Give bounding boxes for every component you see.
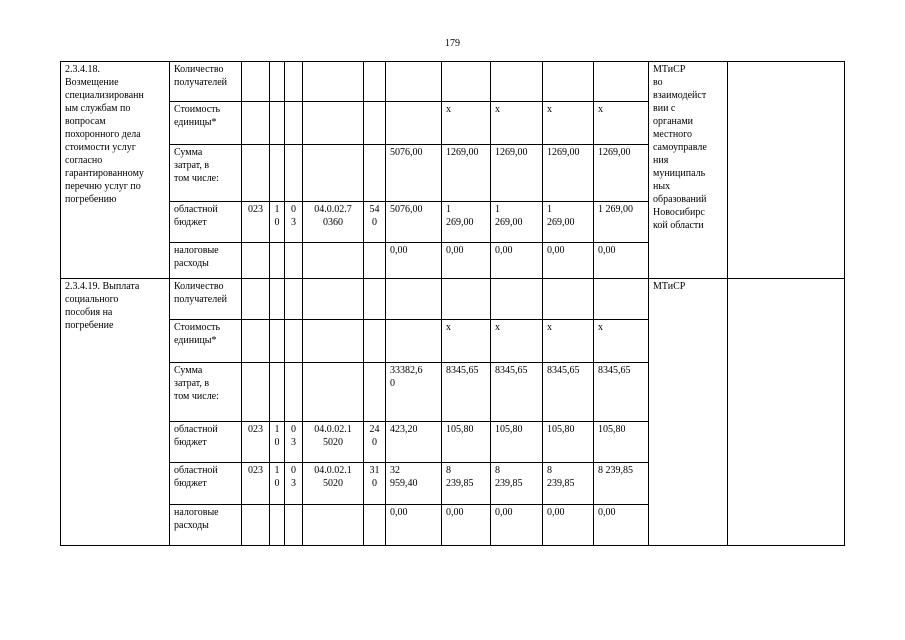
cell-line: 0,00 bbox=[547, 507, 565, 518]
cell-line: погребение bbox=[65, 320, 114, 331]
cell-line: 0,00 bbox=[495, 245, 513, 256]
cell-csr bbox=[303, 463, 364, 505]
responsible-executor bbox=[649, 62, 728, 279]
cell-pr bbox=[285, 102, 303, 145]
cell-line: 5076,00 bbox=[390, 147, 423, 158]
cell-y4 bbox=[594, 145, 649, 202]
cell-line: кой области bbox=[653, 220, 704, 231]
cell-line: Количество bbox=[174, 281, 224, 292]
cell-y3 bbox=[543, 363, 594, 422]
cell-grbs bbox=[242, 202, 270, 243]
cell-line: 423,20 bbox=[390, 424, 418, 435]
cell-line: 32 bbox=[390, 465, 400, 476]
cell-grbs bbox=[242, 363, 270, 422]
indicator-label bbox=[170, 62, 242, 102]
cell-y2 bbox=[491, 145, 543, 202]
cell-line: Сумма bbox=[174, 365, 203, 376]
cell-line: Сумма bbox=[174, 147, 203, 158]
cell-line: 3 bbox=[291, 217, 296, 228]
cell-line: 0 bbox=[291, 424, 296, 435]
cell-line: 8 bbox=[446, 465, 451, 476]
cell-y2 bbox=[491, 102, 543, 145]
cell-line: 8 239,85 bbox=[598, 465, 633, 476]
cell-vr bbox=[364, 422, 386, 463]
cell-line: 959,40 bbox=[390, 478, 418, 489]
indicator-label bbox=[170, 463, 242, 505]
cell-y3 bbox=[543, 422, 594, 463]
cell-rz bbox=[270, 505, 285, 546]
cell-line: 239,85 bbox=[547, 478, 575, 489]
cell-line: 8345,65 bbox=[495, 365, 528, 376]
cell-y2 bbox=[491, 363, 543, 422]
cell-line: ных bbox=[653, 181, 671, 192]
cell-line: 1269,00 bbox=[495, 147, 528, 158]
cell-rz bbox=[270, 62, 285, 102]
cell-line: 04.0.02.1 bbox=[314, 424, 352, 435]
table-row bbox=[61, 279, 845, 320]
cell-line: 5020 bbox=[323, 478, 343, 489]
cell-line: том числе: bbox=[174, 391, 219, 402]
cell-line: единицы* bbox=[174, 335, 217, 346]
cell-line: x bbox=[547, 104, 552, 115]
cell-line: 24 bbox=[369, 424, 380, 435]
cell-csr bbox=[303, 202, 364, 243]
cell-line: 3 bbox=[291, 437, 296, 448]
cell-total bbox=[386, 422, 442, 463]
cell-line: 0 bbox=[274, 478, 280, 489]
cell-rz bbox=[270, 279, 285, 320]
cell-csr bbox=[303, 363, 364, 422]
cell-line: 1 269,00 bbox=[598, 204, 633, 215]
cell-line: местного bbox=[653, 129, 693, 140]
cell-pr bbox=[285, 463, 303, 505]
cell-line: 8 bbox=[495, 465, 500, 476]
cell-y1 bbox=[442, 243, 491, 279]
cell-line: 269,00 bbox=[547, 217, 575, 228]
cell-line: 239,85 bbox=[446, 478, 474, 489]
cell-y1 bbox=[442, 279, 491, 320]
cell-line: 0 bbox=[274, 217, 280, 228]
cell-line: 2.3.4.19. Выплата bbox=[65, 281, 140, 292]
cell-line: 023 bbox=[248, 424, 263, 435]
cell-line: 0 bbox=[372, 437, 377, 448]
cell-pr bbox=[285, 202, 303, 243]
cell-y3 bbox=[543, 463, 594, 505]
cell-rz bbox=[270, 202, 285, 243]
cell-line: бюджет bbox=[174, 478, 207, 489]
cell-line: образований bbox=[653, 194, 707, 205]
cell-total bbox=[386, 363, 442, 422]
cell-total bbox=[386, 463, 442, 505]
cell-grbs bbox=[242, 505, 270, 546]
cell-line: Стоимость bbox=[174, 104, 221, 115]
cell-line: 8345,65 bbox=[547, 365, 580, 376]
cell-vr bbox=[364, 505, 386, 546]
cell-line: 105,80 bbox=[598, 424, 626, 435]
cell-line: 0,00 bbox=[446, 507, 464, 518]
cell-line: 1 bbox=[274, 465, 280, 476]
indicator-label bbox=[170, 363, 242, 422]
cell-line: 1269,00 bbox=[598, 147, 631, 158]
cell-line: 5020 bbox=[323, 437, 343, 448]
measure-title bbox=[61, 279, 170, 546]
indicator-label bbox=[170, 145, 242, 202]
cell-total bbox=[386, 505, 442, 546]
cell-y1 bbox=[442, 102, 491, 145]
cell-line: 0,00 bbox=[547, 245, 565, 256]
indicator-label bbox=[170, 422, 242, 463]
cell-line: 0 bbox=[372, 478, 377, 489]
cell-line: гарантированному bbox=[65, 168, 144, 179]
empty-column bbox=[728, 62, 845, 279]
cell-y4 bbox=[594, 320, 649, 363]
cell-line: 0 bbox=[291, 465, 296, 476]
cell-rz bbox=[270, 463, 285, 505]
indicator-label bbox=[170, 320, 242, 363]
cell-line: специализированн bbox=[65, 90, 144, 101]
cell-csr bbox=[303, 243, 364, 279]
indicator-label bbox=[170, 505, 242, 546]
cell-line: 0,00 bbox=[598, 245, 616, 256]
cell-y2 bbox=[491, 279, 543, 320]
cell-total bbox=[386, 62, 442, 102]
cell-line: погребению bbox=[65, 194, 117, 205]
cell-line: 1269,00 bbox=[547, 147, 580, 158]
cell-y4 bbox=[594, 463, 649, 505]
cell-line: 8345,65 bbox=[598, 365, 631, 376]
cell-y4 bbox=[594, 102, 649, 145]
cell-y1 bbox=[442, 202, 491, 243]
cell-line: x bbox=[598, 322, 603, 333]
cell-line: самоуправле bbox=[653, 142, 707, 153]
cell-csr bbox=[303, 145, 364, 202]
cell-rz bbox=[270, 102, 285, 145]
cell-total bbox=[386, 320, 442, 363]
cell-y2 bbox=[491, 320, 543, 363]
cell-line: Стоимость bbox=[174, 322, 221, 333]
cell-line: 8345,65 bbox=[446, 365, 479, 376]
cell-line: налоговые bbox=[174, 507, 219, 518]
cell-vr bbox=[364, 363, 386, 422]
cell-line: получателей bbox=[174, 77, 228, 88]
cell-grbs bbox=[242, 320, 270, 363]
cell-y1 bbox=[442, 62, 491, 102]
cell-line: 54 bbox=[369, 204, 380, 215]
cell-line: 1 bbox=[495, 204, 500, 215]
cell-pr bbox=[285, 145, 303, 202]
cell-pr bbox=[285, 505, 303, 546]
cell-line: ния bbox=[653, 155, 669, 166]
cell-y2 bbox=[491, 62, 543, 102]
cell-line: 1 bbox=[274, 424, 280, 435]
cell-line: x bbox=[446, 322, 451, 333]
cell-line: расходы bbox=[174, 258, 209, 269]
cell-csr bbox=[303, 320, 364, 363]
cell-line: том числе: bbox=[174, 173, 219, 184]
cell-csr bbox=[303, 62, 364, 102]
cell-rz bbox=[270, 422, 285, 463]
cell-line: x bbox=[446, 104, 451, 115]
cell-line: 04.0.02.7 bbox=[314, 204, 352, 215]
cell-line: единицы* bbox=[174, 117, 217, 128]
cell-rz bbox=[270, 145, 285, 202]
cell-vr bbox=[364, 102, 386, 145]
cell-y1 bbox=[442, 422, 491, 463]
cell-line: налоговые bbox=[174, 245, 219, 256]
cell-y2 bbox=[491, 243, 543, 279]
cell-line: согласно bbox=[65, 155, 103, 166]
cell-line: 0,00 bbox=[495, 507, 513, 518]
cell-line: муниципаль bbox=[653, 168, 706, 179]
cell-line: получателей bbox=[174, 294, 228, 305]
budget-table bbox=[60, 61, 845, 546]
cell-line: во bbox=[653, 77, 663, 88]
cell-rz bbox=[270, 363, 285, 422]
cell-y3 bbox=[543, 320, 594, 363]
cell-line: социального bbox=[65, 294, 119, 305]
cell-grbs bbox=[242, 463, 270, 505]
cell-line: затрат, в bbox=[174, 378, 210, 389]
cell-csr bbox=[303, 102, 364, 145]
cell-pr bbox=[285, 320, 303, 363]
cell-line: МТиСР bbox=[653, 281, 686, 292]
cell-line: 269,00 bbox=[495, 217, 523, 228]
cell-line: ым службам по bbox=[65, 103, 131, 114]
cell-line: 2.3.4.18. bbox=[65, 64, 100, 75]
cell-line: бюджет bbox=[174, 217, 207, 228]
cell-line: вопросам bbox=[65, 116, 106, 127]
cell-total bbox=[386, 243, 442, 279]
cell-y3 bbox=[543, 62, 594, 102]
cell-vr bbox=[364, 243, 386, 279]
responsible-executor bbox=[649, 279, 728, 546]
cell-line: 31 bbox=[369, 465, 380, 476]
cell-y1 bbox=[442, 363, 491, 422]
indicator-label bbox=[170, 243, 242, 279]
cell-vr bbox=[364, 279, 386, 320]
cell-line: 0 bbox=[372, 217, 377, 228]
cell-y2 bbox=[491, 422, 543, 463]
cell-y1 bbox=[442, 505, 491, 546]
cell-grbs bbox=[242, 422, 270, 463]
cell-grbs bbox=[242, 145, 270, 202]
cell-pr bbox=[285, 279, 303, 320]
cell-line: МТиСР bbox=[653, 64, 686, 75]
cell-line: 0 bbox=[291, 204, 296, 215]
cell-grbs bbox=[242, 62, 270, 102]
cell-line: 023 bbox=[248, 465, 263, 476]
table-row bbox=[61, 62, 845, 102]
cell-vr bbox=[364, 202, 386, 243]
indicator-label bbox=[170, 279, 242, 320]
cell-line: 0,00 bbox=[390, 507, 408, 518]
cell-csr bbox=[303, 279, 364, 320]
cell-line: перечню услуг по bbox=[65, 181, 141, 192]
cell-vr bbox=[364, 145, 386, 202]
cell-line: x bbox=[598, 104, 603, 115]
cell-rz bbox=[270, 243, 285, 279]
cell-line: областной bbox=[174, 204, 218, 215]
cell-line: 105,80 bbox=[547, 424, 575, 435]
cell-y3 bbox=[543, 145, 594, 202]
cell-line: 0,00 bbox=[598, 507, 616, 518]
cell-line: 1 bbox=[547, 204, 552, 215]
cell-y2 bbox=[491, 505, 543, 546]
cell-line: 0360 bbox=[323, 217, 343, 228]
cell-line: пособия на bbox=[65, 307, 113, 318]
cell-y3 bbox=[543, 243, 594, 279]
cell-line: 04.0.02.1 bbox=[314, 465, 352, 476]
cell-line: 269,00 bbox=[446, 217, 474, 228]
cell-total bbox=[386, 202, 442, 243]
cell-line: 0,00 bbox=[390, 245, 408, 256]
cell-y2 bbox=[491, 202, 543, 243]
cell-line: 5076,00 bbox=[390, 204, 423, 215]
cell-y3 bbox=[543, 505, 594, 546]
cell-line: органами bbox=[653, 116, 694, 127]
cell-pr bbox=[285, 422, 303, 463]
measure-title bbox=[61, 62, 170, 279]
cell-pr bbox=[285, 243, 303, 279]
cell-line: областной bbox=[174, 424, 218, 435]
cell-line: 33382,6 bbox=[390, 365, 423, 376]
cell-line: Новосибирс bbox=[653, 207, 705, 218]
cell-line: стоимости услуг bbox=[65, 142, 136, 153]
cell-total bbox=[386, 145, 442, 202]
cell-line: x bbox=[495, 322, 500, 333]
cell-total bbox=[386, 102, 442, 145]
cell-y4 bbox=[594, 363, 649, 422]
cell-line: похоронного дела bbox=[65, 129, 141, 140]
cell-csr bbox=[303, 505, 364, 546]
cell-vr bbox=[364, 62, 386, 102]
cell-line: вии с bbox=[653, 103, 676, 114]
cell-line: областной bbox=[174, 465, 218, 476]
indicator-label bbox=[170, 202, 242, 243]
cell-vr bbox=[364, 463, 386, 505]
cell-line: 105,80 bbox=[495, 424, 523, 435]
cell-line: 0,00 bbox=[446, 245, 464, 256]
cell-line: 0 bbox=[274, 437, 280, 448]
cell-y2 bbox=[491, 463, 543, 505]
cell-line: 023 bbox=[248, 204, 263, 215]
page-number: 179 bbox=[445, 38, 460, 49]
cell-y1 bbox=[442, 463, 491, 505]
cell-line: 3 bbox=[291, 478, 296, 489]
cell-line: 1 bbox=[274, 204, 280, 215]
empty-column bbox=[728, 279, 845, 546]
cell-y3 bbox=[543, 202, 594, 243]
cell-y4 bbox=[594, 202, 649, 243]
cell-line: 1269,00 bbox=[446, 147, 479, 158]
cell-pr bbox=[285, 363, 303, 422]
cell-line: 0 bbox=[390, 378, 395, 389]
cell-line: x bbox=[495, 104, 500, 115]
cell-y1 bbox=[442, 145, 491, 202]
cell-y3 bbox=[543, 102, 594, 145]
cell-csr bbox=[303, 422, 364, 463]
cell-line: затрат, в bbox=[174, 160, 210, 171]
cell-line: Возмещение bbox=[65, 77, 119, 88]
cell-grbs bbox=[242, 279, 270, 320]
cell-line: Количество bbox=[174, 64, 224, 75]
cell-line: 8 bbox=[547, 465, 552, 476]
cell-rz bbox=[270, 320, 285, 363]
cell-line: 1 bbox=[446, 204, 451, 215]
cell-y4 bbox=[594, 243, 649, 279]
cell-grbs bbox=[242, 102, 270, 145]
cell-line: бюджет bbox=[174, 437, 207, 448]
cell-line: 105,80 bbox=[446, 424, 474, 435]
cell-y4 bbox=[594, 62, 649, 102]
cell-line: расходы bbox=[174, 520, 209, 531]
cell-y4 bbox=[594, 279, 649, 320]
cell-line: взаимодейст bbox=[653, 90, 707, 101]
cell-vr bbox=[364, 320, 386, 363]
cell-line: x bbox=[547, 322, 552, 333]
cell-total bbox=[386, 279, 442, 320]
cell-grbs bbox=[242, 243, 270, 279]
cell-y3 bbox=[543, 279, 594, 320]
cell-pr bbox=[285, 62, 303, 102]
cell-y1 bbox=[442, 320, 491, 363]
indicator-label bbox=[170, 102, 242, 145]
cell-line: 239,85 bbox=[495, 478, 523, 489]
cell-y4 bbox=[594, 505, 649, 546]
cell-y4 bbox=[594, 422, 649, 463]
